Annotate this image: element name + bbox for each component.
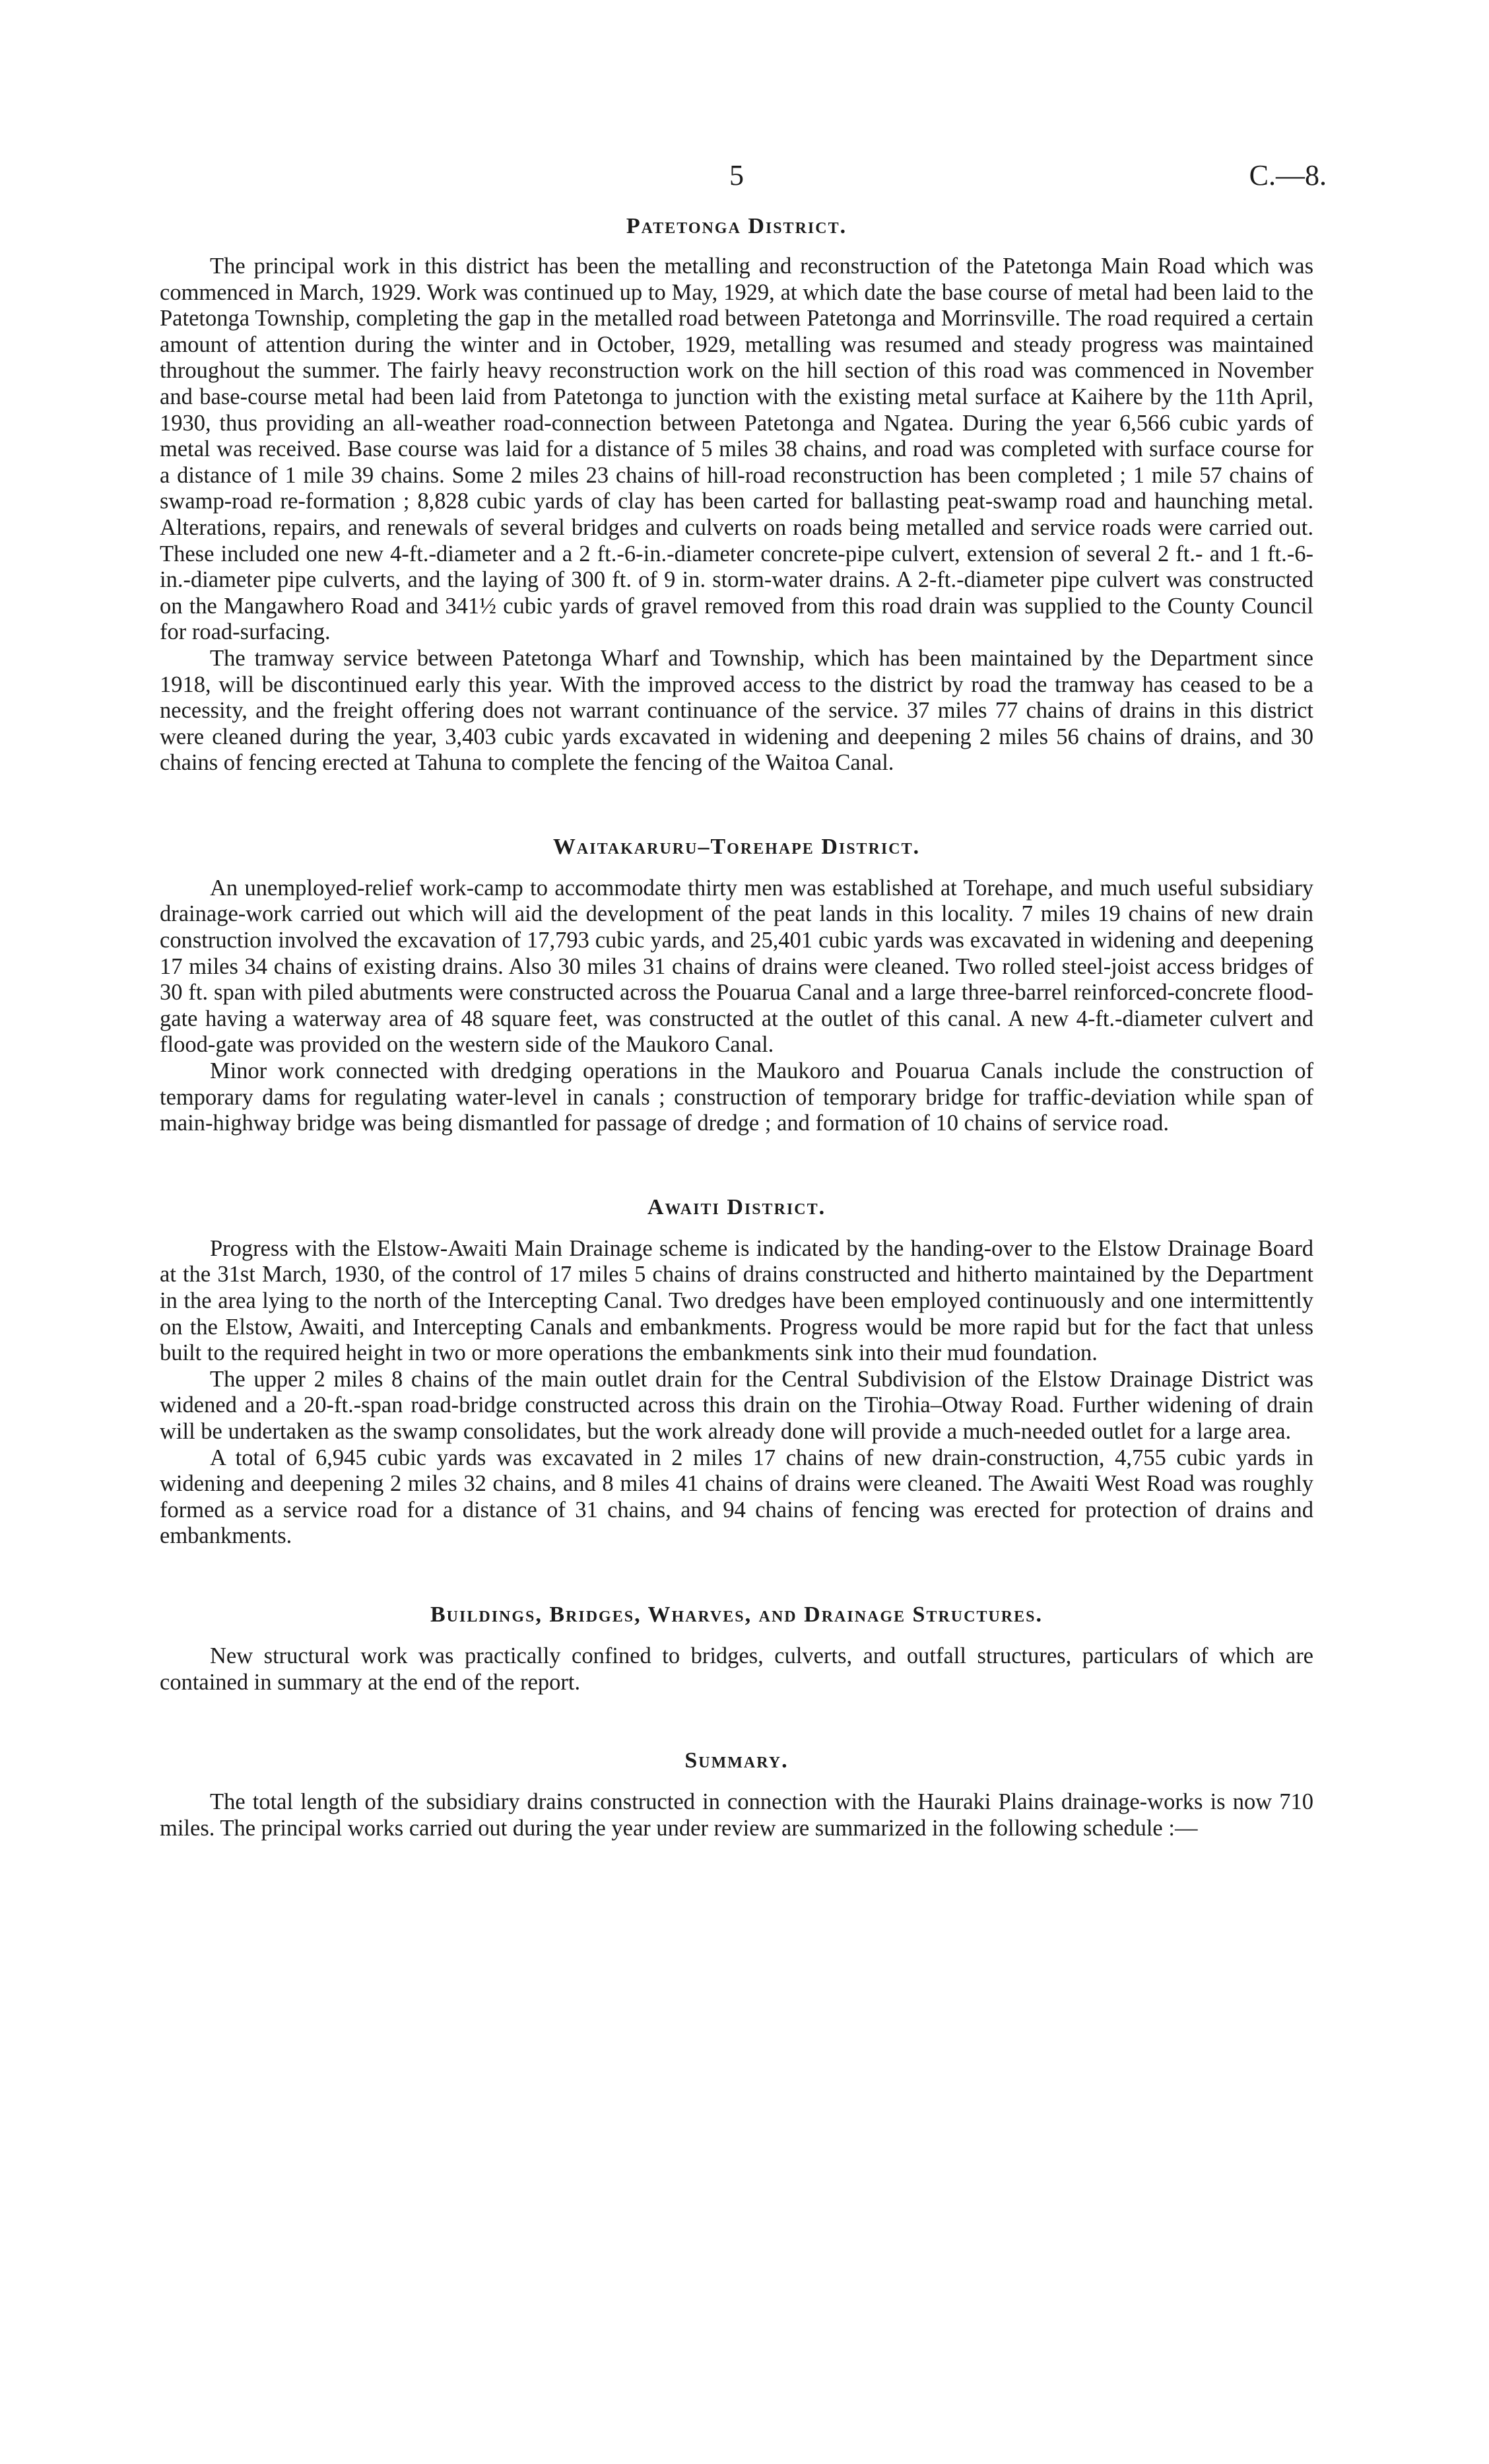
section-waitakaruru-torehape	[160, 835, 1313, 1137]
paragraph: A total of 6,945 cubic yards was excavated in 2 miles 17 chains of new drain-construction, 4,755 cubic yards in widening and deepening 2 miles 32 chains, and 8 miles 41 chains of drains were cleaned. The Awaiti West Road was roughly formed as a service road for a distance of 31 chains, and 94 chains of fencing was erected for protection of drains and embankments.	[160, 1445, 1313, 1549]
section-heading: Summary.	[684, 1748, 789, 1773]
paper-reference: C.—8.	[1249, 159, 1327, 191]
paragraph: The tramway service between Patetonga Wharf and Township, which has been maintained by the Department since 1918, will be discontinued early this year. With the improved access to the district by road the tramway has ceased to be a necessity, and the freight offering does not warrant continuance of the service. 37 miles 77 chains of drains in this district were cleaned during the year, 3,403 cubic yards excavated in widening and deepening 2 miles 56 chains of drains, and 30 chains of fencing erected at Tahuna to complete the fencing of the Waitoa Canal.	[160, 645, 1313, 776]
section-heading: Waitakaruru–Torehape District.	[552, 834, 921, 859]
section-heading: Awaiti District.	[647, 1194, 826, 1219]
section-heading: Patetonga District.	[626, 214, 847, 238]
section-patetonga	[160, 214, 1313, 776]
paragraph: Minor work connected with dredging operations in the Maukoro and Pouarua Canals include the construction of temporary dams for regulating water-level in canals ; construction of temporary bridge for traffic-deviation while span of main-highway bridge was being dismantled for passage of dredge ; and formation of 10 chains of service road.	[160, 1058, 1313, 1136]
page-number: 5	[729, 159, 744, 191]
paragraph: New structural work was practically confined to bridges, culverts, and outfall structures, particulars of which are contained in summary at the end of the report.	[160, 1643, 1313, 1695]
paragraph: The upper 2 miles 8 chains of the main outlet drain for the Central Subdivision of the Elstow Drainage District was widened and a 20-ft.-span road-bridge constructed across this drain on the Tirohia–Otway Road. Further widening of drain will be undertaken as the swamp consolidates, but the work already done will provide a much-needed outlet for a large area.	[160, 1366, 1313, 1444]
paragraph: The total length of the subsidiary drains constructed in connection with the Hauraki Plains drainage-works is now 710 miles. The principal works carried out during the year under review are summarized in the following schedule :—	[160, 1789, 1313, 1841]
section-summary	[160, 1748, 1313, 1841]
paragraph: An unemployed-relief work-camp to accommodate thirty men was established at Torehape, and much useful subsidiary drainage-work carried out which will aid the development of the peat lands in this locality. 7 miles 19 chains of new drain construction involved the excavation of 17,793 cubic yards, and 25,401 cubic yards was excavated in widening and deepening 17 miles 34 chains of existing drains. Also 30 miles 31 chains of drains were cleaned. Two rolled steel-joist access bridges of 30 ft. span with piled abutments were constructed across the Pouarua Canal and a large three-barrel reinforced-concrete flood-gate having a waterway area of 48 square feet, was constructed at the outlet of this canal. A new 4-ft.-diameter culvert and flood-gate was provided on the western side of the Maukoro Canal.	[160, 875, 1313, 1058]
paragraph: The principal work in this district has been the metalling and reconstruction of the Patetonga Main Road which was commenced in March, 1929. Work was continued up to May, 1929, at which date the base course of metal had been laid to the Patetonga Township, completing the gap in the metalled road between Patetonga and Morrinsville. The road required a certain amount of attention during the winter and in October, 1929, metalling was resumed and steady progress was maintained throughout the summer. The fairly heavy reconstruction work on the hill section of this road was commenced in November and base-course metal had been laid from Patetonga to junction with the existing metal surface at Kaihere by the 11th April, 1930, thus providing an all-weather road-connection between Patetonga and Ngatea. During the year 6,566 cubic yards of metal was received. Base course was laid for a distance of 5 miles 38 chains, and road was completed with surface course for a distance of 1 mile 39 chains. Some 2 miles 23 chains of hill-road reconstruction has been completed ; 1 mile 57 chains of swamp-road re-formation ; 8,828 cubic yards of clay has been carted for ballasting peat-swamp road and haunching metal. Alterations, repairs, and renewals of several bridges and culverts on roads being metalled and service roads were carried out. These included one new 4-ft.-diameter and a 2 ft.-6-in.-diameter concrete-pipe culvert, extension of several 2 ft.- and 1 ft.-6-in.-diameter pipe culverts, and the laying of 300 ft. of 9 in. storm-water drains. A 2-ft.-diameter pipe culvert was constructed on the Mangawhero Road and 341½ cubic yards of gravel removed from this road drain was supplied to the County Council for road-surfacing.	[160, 254, 1313, 645]
document-page	[160, 158, 1327, 1841]
section-awaiti	[160, 1195, 1313, 1550]
section-buildings-bridges	[160, 1602, 1313, 1695]
paragraph: Progress with the Elstow-Awaiti Main Drainage scheme is indicated by the handing-over to the Elstow Drainage Board at the 31st March, 1930, of the control of 17 miles 5 chains of drains constructed and hitherto maintained by the Department in the area lying to the north of the Intercepting Canal. Two dredges have been employed continuously and one intermittently on the Elstow, Awaiti, and Intercepting Canals and embankments. Progress would be more rapid but for the fact that unless built to the required height in two or more operations the embankments sink into their mud foundation.	[160, 1235, 1313, 1366]
page-header	[160, 158, 1327, 211]
section-heading: Buildings, Bridges, Wharves, and Drainage Structures.	[430, 1602, 1043, 1627]
